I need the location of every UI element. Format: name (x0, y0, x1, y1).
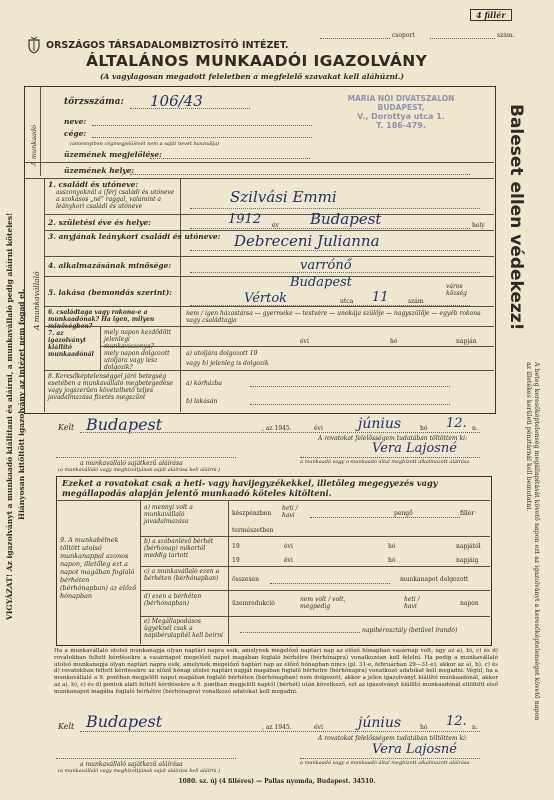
wages-a-filler: fillér (460, 510, 475, 517)
left-margin-note: Hiányosan kitöltött igazolvány az intézet nem fogad el. (17, 288, 26, 520)
row3-label: 3. anyjának leánykori családi és utóneve: (48, 232, 221, 241)
row5-utca: utca (340, 298, 354, 305)
row5-street: Vértok (244, 291, 288, 306)
employer-note-2: A rovatokat felelősségem tudatában töltöttem ki: (318, 735, 468, 742)
institute-name: ORSZÁGOS TÁRSADALOMBIZTOSÍTÓ INTÉZET. (46, 40, 289, 51)
wages-b-ho-b: hó (388, 557, 396, 564)
row1-note: asszonyoknál a (férj családi és utóneve a szokásos „né” raggal, valamint a leánykori családi és utóneve (56, 189, 175, 210)
row7-right-b: vagy b) jelenleg is dolgozik (186, 360, 269, 367)
wages-b-evi-b: évi (284, 557, 293, 564)
row2-ev: év (272, 222, 279, 229)
kelt-label-1: Kelt (58, 423, 75, 432)
wages-d-label: d) ezen a bérhéten (bérhónapban) (144, 593, 202, 607)
row7-ho: hó (390, 338, 398, 345)
wages-c-sum: összesen (232, 576, 259, 583)
wages-a-label: a) mennyi volt a munkavállaló javadalmazása (144, 504, 193, 525)
wages-a-natural: természetben (232, 527, 274, 534)
row8-label: 8. Keresőképtelenséggel járó betegség esetében a munkavállaló megbetegedése vagy jogszerűen követelhető teljes javadalmazása fizetés megszűnt (48, 373, 174, 401)
ho-2: hó (420, 724, 428, 731)
row5-city-suffix: város község (446, 283, 467, 297)
evi-1: évi (314, 425, 323, 432)
wages-left-label: 9. A munkabélnek töltött utolsó munkanappal azonos napon, illetőleg ezt a napot magában foglaló bérhéten (bérhónapban) az előző hónapban (60, 536, 137, 600)
row7-a: mely napon kezdődött jelenlegi munkaviszonya? (104, 329, 172, 350)
row7-right-a: a) utoljára dolgozott 19 (186, 350, 258, 357)
day-1: 12. (446, 416, 467, 431)
employee-caption-1: a munkavállaló sajátkezű aláírása (80, 460, 183, 467)
row2-hely: hely (472, 222, 485, 229)
cege-note: (amennyiben cégmegjelölését nem a saját nevét használja) (70, 141, 220, 147)
wages-d-heti: heti / havi (404, 596, 420, 610)
place-1: Budapest (86, 415, 163, 434)
day-2: 12. (446, 714, 467, 729)
row5-number: 11 (372, 290, 389, 305)
row4-value: varrónő (300, 258, 352, 273)
employer-signature-1: Vera Lajosné (372, 441, 457, 456)
wages-e-label: e) Megállapodásos ügyeknél csak a napibéralapítél kell beírni (144, 618, 223, 639)
row5-label: 5. lakása (bemondás szerint): (48, 288, 173, 297)
wages-b-napjaig: napjáig (456, 557, 479, 564)
company-stamp: MÁRIA NŐI DIVATSZALON BUDAPEST, V., Dorottya utca 1. T. 186-479. (347, 94, 455, 130)
right-margin-slogan: Baleset ellen védekezz! (506, 104, 526, 331)
wages-a-heti: heti / havi (282, 505, 298, 519)
row8-right-b: b) lakásán (186, 398, 218, 405)
row5-szam: szám (408, 298, 424, 305)
row6-options: nem / igen házastársa — gyermeke — testvére — unokája szülője — nagyszülője — egyéb rokona vagy családtagja (186, 310, 481, 324)
page-title: ÁLTALÁNOS MUNKAADÓI IGAZOLVÁNY (86, 52, 428, 70)
cege-label: cége: (64, 129, 87, 138)
printer-footer: 1080. sz. új (4 filléres) — Pallas nyomda, Budapest. 34510. (178, 778, 376, 785)
row7-nap: napján (456, 338, 477, 345)
wages-a-penga: pengő (394, 510, 413, 517)
month-2: június (358, 715, 402, 731)
nap-1: n. (472, 425, 478, 432)
row1-label: 1. családi és utóneve: (48, 180, 139, 189)
wages-d-mid: üzemredukció (232, 600, 275, 607)
row7-b: mely napon dolgozott utoljára vagy lesz dolgozik? (104, 350, 170, 371)
page-subtitle: (A vagylagosan megadott feleletben a megfelelő szavakat kell aláhúzni.) (100, 72, 404, 81)
kelt-label-2: Kelt (58, 722, 75, 731)
wages-d-opts: nem volt / volt, megpedig (300, 596, 346, 610)
notice-paragraph: Ha a munkavállaló utolsó munkanapja olyan naptári napra esik, amelynek megelőző naptári nap az előző hónapban vasárnap volt, úgy az a), b), c) és d) rovatokban feltett kérdésekre a vasárnapot megelőző napot magában foglaló bérhétre (bérhónapra) vonatkozóan kell felelni. Ha pedig a munkavállaló utolsó munkanapja olyan naptári napra esik, amelynek megelőző naptári nap az előző hónapban nincs (pl. 31-e, februárban 29—31-e), akkor az a), b), c) és d) rovatokban feltett kérdésekre az előző hónap utolsó naptári napját magában foglaló bérhétre (bérhónapra) vonatkozó adatokat kell megadni. Végül, ha a munkavállaló a 9. pontban megjelölt napot magában foglaló bérhéten (bérhónapban) nem dolgozott, akkor a jelen igazolványt kiállító munkaadónál, akkor az a), b), c) és d) pontok alatt feltett kérdésekre a 9. pontban megjelölt naptól (bérhét) után következő, ezt az igazolványt kiállító munkaadónál eltöltött első munkanapot magába foglaló bérhétre (bérhónapra) vonatkozó adatokat kell megadni. (54, 648, 498, 695)
wages-b-19-a: 19 (232, 543, 240, 550)
row2-year: 1912 (228, 212, 262, 227)
row3-value: Debreceni Julianna (234, 232, 380, 250)
nap-2: n. (472, 724, 478, 731)
row6-label: 6. családtaga vagy rokona-e a munkaadónak? Ha igen, milyen minőségben? (48, 309, 155, 330)
wages-d-napon: napon (460, 600, 479, 607)
uzem-label: üzemének megjelölése: (64, 150, 162, 159)
wages-b-evi-a: évi (284, 543, 293, 550)
wages-a-cash: készpénzben (232, 510, 272, 517)
employer-caption-1: a munkaadó vagy a munkaadó által megbízott alkalmazott aláírása (300, 459, 470, 465)
wages-b-napjatol: napjától (456, 543, 481, 550)
employer-caption-2: a munkaadó vagy a munkaadó által megbízott alkalmazott aláírása (300, 760, 470, 766)
employee-caption-2: a munkavállaló sajátkezű aláírása (80, 761, 183, 768)
employer-signature-2: Vera Lajosné (372, 742, 457, 757)
ho-1: hó (420, 425, 428, 432)
row4-label: 4. alkalmazásának minősége: (48, 261, 172, 270)
row1-value: Szilvási Emmi (230, 188, 337, 206)
row2-place: Budapest (310, 210, 382, 228)
wages-c-munkanap: munkanapot dolgozott (400, 576, 469, 583)
right-margin-small: A beteg keresőképtelenség megállapítását követő napon ezt az igazolványt a keresőképtelenséget követő napon az illetékes kerületi pénztárnál kell bemutatni. (525, 362, 540, 721)
employer-note-1: A rovatokat felelősségem tudatában töltöttem ki: (318, 435, 468, 442)
wages-e-right: napibérosztály (betűvel írandó) (362, 627, 458, 634)
neve-label: neve: (64, 117, 87, 126)
employer-section-label: A munkaadó (30, 124, 38, 166)
employee-caption-sub-2: (a munkavállaló vagy megbízottjának saját aláírása kell aláírni.) (58, 768, 221, 774)
row2-label: 2. születési éve és helye: (48, 218, 152, 227)
month-1: június (358, 416, 402, 432)
wages-intro: Ezeket a rovatokat csak a heti- vagy havijegyzékekkel, illetőleg megegyezés vagy megállapodás alapján jelentő munkaadó köteles kitölteni. (62, 478, 438, 498)
employee-section-label: A munkavállaló (32, 271, 41, 330)
wages-b-19-b: 19 (232, 557, 240, 564)
employee-caption-sub-1: (a munkavállaló vagy megbízottjának saját aláírása kell aláírni.) (58, 467, 221, 473)
left-margin-warning: VIGYÁZAT! Az igazolványt a munkaadó kiállítani és aláírni, a munkavállaló pedig aláírni köteles! (5, 212, 14, 620)
row8-right-a: a) kórházba (186, 380, 222, 387)
torzsszama-label: törzsszáma: (64, 97, 124, 107)
wages-b-ho-a: hó (388, 543, 396, 550)
wages-c-label: c) a munkavállaló ezen a bérhéten (bérhónapban) (144, 568, 220, 582)
az-2: , az 1945. (262, 724, 292, 731)
row5-city: Budapest (290, 275, 352, 290)
row7-ev: évi (300, 338, 309, 345)
place-2: Budapest (86, 712, 163, 731)
coat-of-arms-icon (26, 36, 42, 54)
csoport-label: csoport (392, 32, 415, 39)
wages-b-label: b) a szóbanlévő bérhét (bérhónap) mikortól meddig tartott (144, 538, 214, 559)
price-tag: 4 fillér (470, 9, 512, 21)
row7-label: 7. az igazolványt kiállító munkaadónál (48, 330, 94, 358)
szam-label: szám. (497, 32, 515, 39)
torzsszama-value: 106/43 (150, 92, 203, 110)
az-1: , az 1945. (262, 425, 292, 432)
uzem-hely-label: üzemének helye: (64, 166, 135, 175)
evi-2: évi (314, 724, 323, 731)
